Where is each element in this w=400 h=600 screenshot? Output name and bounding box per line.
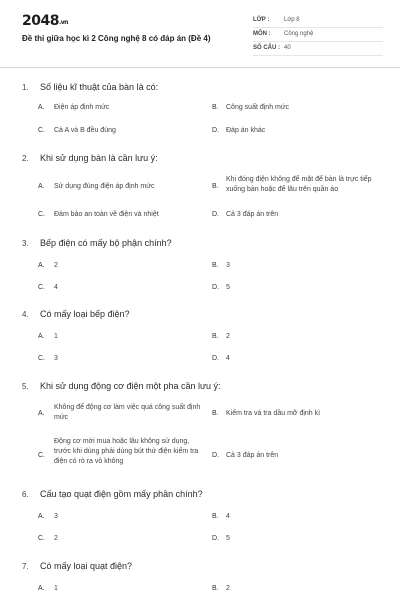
- question-text: Có mấy loại quạt điện?: [40, 561, 133, 571]
- option-b[interactable]: Kiểm tra và tra dầu mỡ định kì: [226, 410, 321, 417]
- option-b[interactable]: Khi đóng điện không để mặt đế bàn là trực tiếp xuống bàn hoặc để lâu trên quần áo: [226, 176, 372, 193]
- option-c[interactable]: 2: [54, 535, 58, 542]
- option-c[interactable]: Động cơ mới mua hoặc lâu không sử dụng, trước khi dùng phải dùng bút thử điện kiểm tra điện có rò ra vỏ không: [54, 438, 199, 465]
- option-letter: D.: [212, 535, 219, 542]
- option-d[interactable]: Cả 3 đáp án trên: [226, 452, 279, 459]
- option-letter: B.: [212, 513, 219, 520]
- meta-label: SỐ CÂU :: [253, 45, 280, 51]
- question-number: 6.: [22, 490, 29, 499]
- meta-label: LỚP :: [253, 17, 270, 23]
- meta-value: Công nghệ: [284, 31, 314, 37]
- meta-row-subject: [253, 29, 383, 42]
- option-letter: B.: [212, 585, 219, 592]
- option-letter: D.: [212, 211, 219, 218]
- option-letter: B.: [212, 410, 219, 417]
- option-a[interactable]: 2: [54, 262, 58, 269]
- option-letter: D.: [212, 355, 219, 362]
- meta-value: Lớp 8: [284, 17, 300, 23]
- meta-row-count: [253, 43, 383, 56]
- option-letter: B.: [212, 104, 219, 111]
- option-c[interactable]: 3: [54, 355, 58, 362]
- option-c[interactable]: Cả A và B đều đúng: [54, 127, 116, 134]
- exam-title: Đề thi giữa học kì 2 Công nghệ 8 có đáp án (Đề 4): [22, 34, 211, 43]
- question-number: 7.: [22, 562, 29, 571]
- logo-text: 2048: [22, 13, 59, 29]
- option-d[interactable]: 5: [226, 535, 230, 542]
- option-letter: C.: [38, 452, 45, 459]
- option-d[interactable]: 5: [226, 284, 230, 291]
- question-text: Có mấy loại bếp điện?: [40, 309, 130, 319]
- option-letter: A.: [38, 262, 45, 269]
- site-logo[interactable]: [22, 13, 68, 29]
- option-letter: B.: [212, 183, 219, 190]
- option-letter: C.: [38, 535, 45, 542]
- option-a[interactable]: 3: [54, 513, 58, 520]
- question-text: Cấu tạo quạt điện gồm mấy phần chính?: [40, 489, 203, 499]
- option-a[interactable]: 1: [54, 585, 58, 592]
- option-letter: C.: [38, 355, 45, 362]
- option-letter: D.: [212, 452, 219, 459]
- option-letter: B.: [212, 262, 219, 269]
- option-c[interactable]: 4: [54, 284, 58, 291]
- option-a[interactable]: Sử dụng đúng điện áp định mức: [54, 183, 155, 190]
- option-a[interactable]: Điện áp định mức: [54, 104, 110, 111]
- option-letter: A.: [38, 104, 45, 111]
- option-letter: A.: [38, 410, 45, 417]
- logo-tld: .vn: [58, 19, 68, 26]
- option-d[interactable]: 4: [226, 355, 230, 362]
- option-letter: B.: [212, 333, 219, 340]
- option-letter: D.: [212, 284, 219, 291]
- option-letter: A.: [38, 183, 45, 190]
- option-letter: C.: [38, 127, 45, 134]
- option-letter: A.: [38, 333, 45, 340]
- question-text: Bếp điện có mấy bộ phận chính?: [40, 238, 172, 248]
- option-letter: C.: [38, 211, 45, 218]
- option-letter: D.: [212, 127, 219, 134]
- question-number: 5.: [22, 382, 29, 391]
- option-letter: A.: [38, 585, 45, 592]
- option-b[interactable]: 4: [226, 513, 230, 520]
- question-text: Khi sử dụng động cơ điện một pha cần lưu ý:: [40, 381, 221, 391]
- option-b[interactable]: Công suất định mức: [226, 104, 290, 111]
- option-letter: C.: [38, 284, 45, 291]
- question-text: Số liệu kĩ thuật của bàn là có:: [40, 82, 159, 92]
- option-d[interactable]: Đáp án khác: [226, 127, 266, 134]
- meta-value: 40: [284, 45, 291, 51]
- question-number: 4.: [22, 310, 29, 319]
- option-c[interactable]: Đảm bảo an toàn về điện và nhiệt: [54, 211, 159, 218]
- header-divider: [0, 67, 400, 68]
- option-a[interactable]: Không để động cơ làm việc quá công suất định mức: [54, 404, 201, 421]
- option-a[interactable]: 1: [54, 333, 58, 340]
- question-number: 1.: [22, 83, 29, 92]
- question-number: 3.: [22, 239, 29, 248]
- meta-row-class: [253, 15, 383, 28]
- option-b[interactable]: 2: [226, 333, 230, 340]
- option-letter: A.: [38, 513, 45, 520]
- question-number: 2.: [22, 154, 29, 163]
- question-text: Khi sử dụng bàn là cần lưu ý:: [40, 153, 158, 163]
- option-d[interactable]: Cả 3 đáp án trên: [226, 211, 279, 218]
- exam-header: [0, 0, 400, 70]
- option-b[interactable]: 3: [226, 262, 230, 269]
- option-b[interactable]: 2: [226, 585, 230, 592]
- meta-label: MÔN :: [253, 31, 271, 37]
